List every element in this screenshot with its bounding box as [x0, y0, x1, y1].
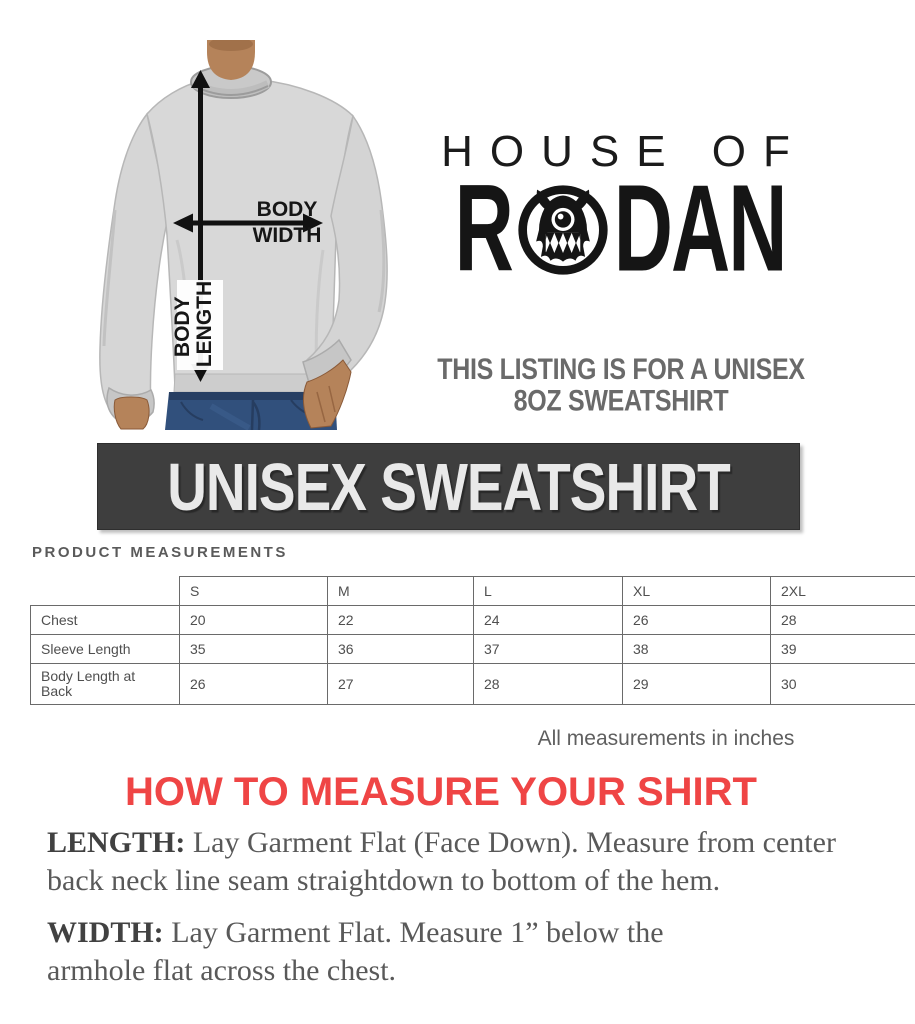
product-title: UNISEX SWEATSHIRT [167, 448, 730, 525]
chest-l: 24 [474, 606, 623, 635]
body-length-label-line1: BODY [171, 296, 194, 358]
listing-note [391, 354, 851, 418]
length-text-line1: Lay Garment Flat (Face Down). Measure from center [185, 826, 836, 859]
bodylen-m: 27 [328, 664, 474, 705]
row-label: Chest [41, 612, 78, 628]
bodylen-xl: 29 [623, 664, 771, 705]
width-label: WIDTH: [47, 916, 164, 949]
body-length-label-line2: LENGTH [193, 280, 216, 368]
size-header-s: S [180, 577, 328, 606]
sweatshirt-photo [85, 40, 415, 430]
table-row-chest [31, 606, 915, 635]
size-header-row [31, 577, 915, 606]
width-text-line1: Lay Garment Flat. Measure 1” below the [163, 916, 664, 949]
size-chart-table [30, 576, 915, 705]
monster-icon [515, 182, 611, 278]
measurements-heading: PRODUCT MEASUREMENTS [32, 544, 288, 561]
chest-2xl: 28 [771, 606, 915, 635]
sleeve-m: 36 [328, 635, 474, 664]
length-label: LENGTH: [47, 826, 186, 859]
size-header-2xl: 2XL [771, 577, 915, 606]
sleeve-xl: 38 [623, 635, 771, 664]
length-text-line2: back neck line seam straightdown to bottom of the hem. [47, 864, 721, 897]
corner-cell [31, 577, 180, 606]
row-label: Body Length at Back [41, 668, 136, 699]
body-width-label-line2: WIDTH [252, 224, 322, 247]
product-title-banner [97, 443, 800, 530]
width-instruction [47, 914, 879, 990]
size-header-xl: XL [623, 577, 771, 606]
length-instruction [47, 824, 879, 900]
width-text-line2: armhole flat across the chest. [47, 954, 397, 987]
chest-xl: 26 [623, 606, 771, 635]
brand-logo [430, 127, 810, 298]
table-row-sleeve-length [31, 635, 915, 664]
logo-letters-dan: DAN [613, 161, 786, 298]
left-hand [114, 397, 149, 429]
units-note: All measurements in inches [537, 727, 795, 750]
bodylen-l: 28 [474, 664, 623, 705]
logo-rodan [430, 161, 810, 298]
logo-letter-r: R [454, 161, 512, 298]
bodylen-2xl: 30 [771, 664, 915, 705]
size-header-m: M [328, 577, 474, 606]
sleeve-l: 37 [474, 635, 623, 664]
listing-note-line2: 8OZ SWEATSHIRT [513, 384, 729, 418]
row-label: Sleeve Length [41, 641, 131, 657]
chest-s: 20 [180, 606, 328, 635]
body-width-label-line1: BODY [256, 198, 318, 221]
sleeve-2xl: 39 [771, 635, 915, 664]
logo-house-of: HOUSE OF [441, 127, 807, 176]
bodylen-s: 26 [180, 664, 328, 705]
sleeve-s: 35 [180, 635, 328, 664]
table-row-body-length [31, 664, 915, 705]
svg-text:BODY LENGTH [171, 281, 216, 367]
size-header-l: L [474, 577, 623, 606]
how-to-measure-heading: HOW TO MEASURE YOUR SHIRT [125, 770, 757, 814]
chest-m: 22 [328, 606, 474, 635]
listing-note-line1: THIS LISTING IS FOR A UNISEX [437, 352, 805, 386]
